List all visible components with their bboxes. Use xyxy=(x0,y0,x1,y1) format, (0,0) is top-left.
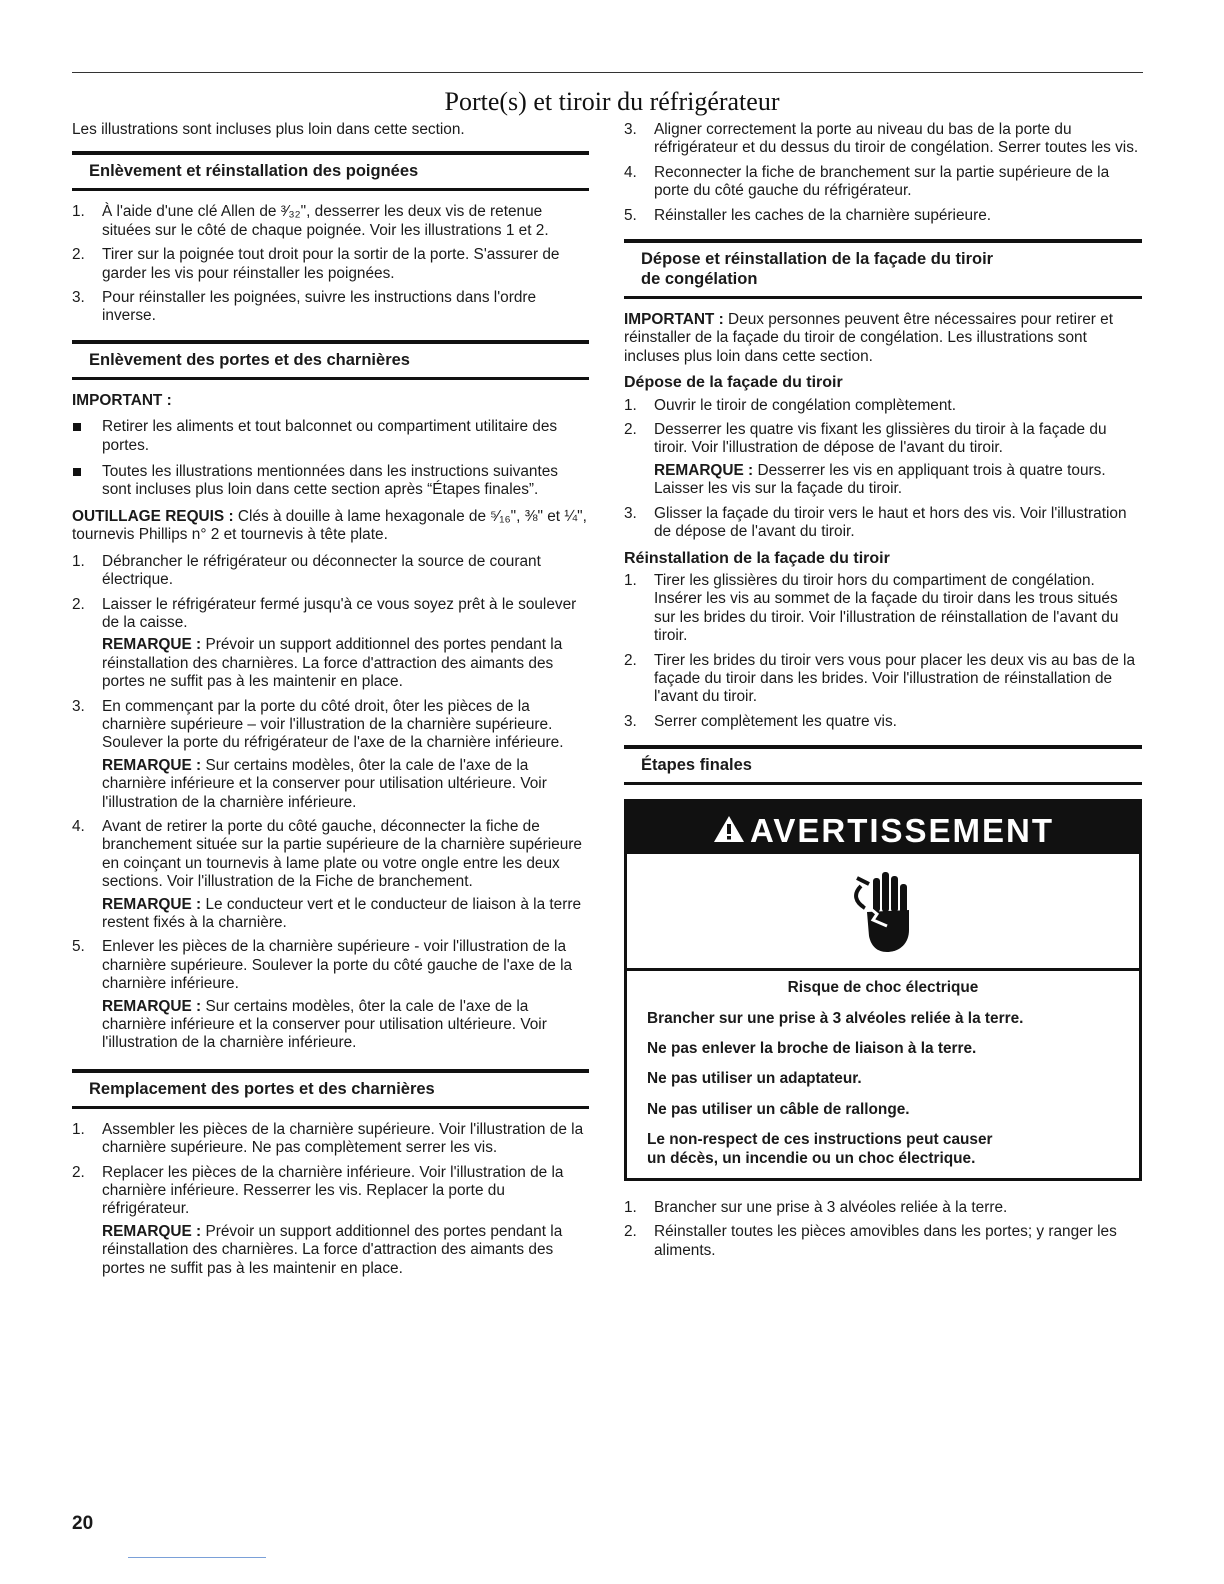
removal-heading: Enlèvement des portes et des charnières xyxy=(72,340,589,380)
list-item: 3. Serrer complètement les quatre vis. xyxy=(624,712,897,730)
page-title: Porte(s) et tiroir du réfrigérateur xyxy=(444,87,780,116)
page-number: 20 xyxy=(72,1513,94,1534)
drawer-reinstall-subheading: Réinstallation de la façade du tiroir xyxy=(624,549,890,567)
warning-line: Brancher sur une prise à 3 alvéoles reliée à la terre. xyxy=(647,1009,1024,1027)
top-rule xyxy=(72,72,1143,73)
list-item: 1. Ouvrir le tiroir de congélation complètement. xyxy=(624,396,956,414)
bullet-square-icon xyxy=(73,468,81,476)
replacement-steps-right xyxy=(624,121,1142,225)
warning-line: Ne pas utiliser un adaptateur. xyxy=(647,1070,862,1088)
right-column xyxy=(624,121,1142,1266)
list-item: 2. Réinstaller toutes les pièces amovibles dans les portes; y ranger les aliments. xyxy=(624,1223,1117,1259)
list-item: 1. Brancher sur une prise à 3 alvéoles reliée à la terre. xyxy=(624,1199,1008,1216)
drawer-reinstall-steps xyxy=(624,572,1142,731)
final-steps xyxy=(624,1199,1142,1260)
warning-risk: Risque de choc électrique xyxy=(787,979,979,997)
list-item: 1. Tirer les glissières du tiroir hors du compartiment de congélation. Insérer les vis au sommet de la façade du tiroir dans les trous situés sur les brides du tiroir. Voir l'illustration de réinstallation de l'avant du tiroir. xyxy=(624,571,1119,645)
note: REMARQUE : Prévoir un support additionnel des portes pendant la réinstallation des charnières. La force d'attraction des aimants des portes ne suffit pas à les maintenir en place. xyxy=(102,636,563,691)
list-item: 1. Débrancher le réfrigérateur ou déconnecter la source de courant électrique. xyxy=(72,552,541,589)
note: REMARQUE : Sur certains modèles, ôter la cale de l'axe de la charnière inférieure et la conserver pour utilisation ultérieure. Voir l'illustration de la charnière inférieure. xyxy=(102,756,547,811)
drawer-removal-steps xyxy=(624,397,1142,542)
replacement-steps-left xyxy=(72,1121,589,1278)
intro-text: Les illustrations sont incluses plus loin dans cette section. xyxy=(72,121,465,138)
warning-line: Ne pas enlever la broche de liaison à la terre. xyxy=(647,1039,977,1057)
bottom-link-line xyxy=(128,1557,266,1558)
list-item: 2. Laisser le réfrigérateur fermé jusqu'à ce vous soyez prêt à le soulever de la caisse. REMARQUE : Prévoir un support additionnel des portes pendant la réinstallation des charnières. La force d'attraction des aimants des portes ne suffit pas à les maintenir en place. xyxy=(72,596,589,692)
list-item: 2. Replacer les pièces de la charnière inférieure. Voir l'illustration de la charnière inférieure. Resserrer les vis. Replacer la porte du réfrigérateur. REMARQUE : Prévoir un support additionnel des portes pendant la réinstallation des charnières. La force d'attraction des aimants des portes ne suffit pas à les maintenir en place. xyxy=(72,1164,589,1278)
warning-header: AVERTISSEMENT xyxy=(627,802,1139,854)
list-item: 2. Tirer les brides du tiroir vers vous pour placer les deux vis au bas de la façade du tiroir dans les brides. Voir l'illustration de réinstallation de l'avant du tiroir. xyxy=(624,651,1136,706)
list-item: 2. Tirer sur la poignée tout droit pour la sortir de la porte. S'assurer de garder les vis pour réinstaller les poignées. xyxy=(72,246,560,282)
handles-steps xyxy=(72,203,589,325)
removal-important-label: IMPORTANT : xyxy=(72,391,172,409)
drawer-important: IMPORTANT : Deux personnes peuvent être nécessaires pour retirer et réinstaller de la façade du tiroir de congélation. Les illustrations sont incluses plus loin dans cette section. xyxy=(624,311,1114,365)
removal-bullets xyxy=(72,418,589,500)
list-item: 1. À l'aide d'une clé Allen de ³⁄₃₂", desserrer les deux vis de retenue situées sur le côté de chaque poignée. Voir les illustrations 1 et 2. xyxy=(72,203,549,239)
warning-triangle-icon xyxy=(712,814,746,844)
final-steps-heading: Étapes finales xyxy=(624,745,1142,785)
note: REMARQUE : Prévoir un support additionnel des portes pendant la réinstallation des charnières. La force d'attraction des aimants des portes ne suffit pas à les maintenir en place. xyxy=(102,1222,563,1277)
list-item: 4. Reconnecter la fiche de branchement sur la partie supérieure de la porte du côté gauche du réfrigérateur. xyxy=(624,163,1110,200)
list-item: 3. Aligner correctement la porte au niveau du bas de la porte du réfrigérateur et du dessus du tiroir de congélation. Serrer toutes les vis. xyxy=(624,121,1139,157)
warning-box xyxy=(624,799,1142,1181)
replacement-heading: Remplacement des portes et des charnières xyxy=(72,1069,589,1109)
list-item: 3. En commençant par la porte du côté droit, ôter les pièces de la charnière supérieure – voir l'illustration de la charnière supérieure. Soulever la porte du réfrigérateur de l'axe de la charnière inférieure. REMARQUE : Sur certains modèles, ôter la cale de l'axe de la charnière inférieure et la conserver pour utilisation ultérieure. Voir l'illustration de la charnière inférieure. xyxy=(72,698,589,812)
bullet-square-icon xyxy=(73,423,81,431)
list-item: 1. Assembler les pièces de la charnière supérieure. Voir l'illustration de la charnière supérieure. Ne pas complètement serrer les vis. xyxy=(72,1120,584,1157)
warning-consequence: Le non-respect de ces instructions peut causer un décès, un incendie ou un choc électrique. xyxy=(647,1131,993,1167)
list-item: 3. Glisser la façade du tiroir vers le haut et hors des vis. Voir l'illustration de dépose de l'avant du tiroir. xyxy=(624,504,1127,541)
list-item: 3. Pour réinstaller les poignées, suivre les instructions dans l'ordre inverse. xyxy=(72,289,537,325)
list-item: 5. Enlever les pièces de la charnière supérieure - voir l'illustration de la charnière supérieure. Soulever la porte du côté gauche de l'axe de la charnière inférieure. REMARQUE : Sur certains modèles, ôter la cale de l'axe de la charnière inférieure et la conserver pour utilisation ultérieure. Voir l'illustration de la charnière inférieure. xyxy=(72,938,589,1052)
drawer-removal-subheading: Dépose de la façade du tiroir xyxy=(624,374,843,392)
handles-heading: Enlèvement et réinstallation des poignées xyxy=(72,151,589,191)
list-item: 2. Desserrer les quatre vis fixant les glissières du tiroir à la façade du tiroir. Voir l'illustration de dépose de l'avant du tiroir. REMARQUE : Desserrer les vis en appliquant trois à quatre tours. Laisser les vis sur la façade du tiroir. xyxy=(624,421,1142,499)
removal-steps xyxy=(72,553,589,1053)
note: REMARQUE : Sur certains modèles, ôter la cale de l'axe de la charnière inférieure et la conserver pour utilisation ultérieure. Voir l'illustration de la charnière inférieure. xyxy=(102,997,547,1052)
list-item: 5. Réinstaller les caches de la charnière supérieure. xyxy=(624,206,992,224)
electric-shock-hand-icon xyxy=(851,868,921,958)
note: REMARQUE : Desserrer les vis en appliquant trois à quatre tours. Laisser les vis sur la façade du tiroir. xyxy=(654,461,1106,498)
list-item: Toutes les illustrations mentionnées dans les instructions suivantes sont incluses plus loin dans cette section après “Étapes finales”. xyxy=(72,463,589,500)
list-item: Retirer les aliments et tout balconnet ou compartiment utilitaire des portes. xyxy=(72,418,589,455)
warning-text xyxy=(627,971,1139,1178)
drawer-heading: Dépose et réinstallation de la façade du tiroir de congélation xyxy=(624,239,1142,299)
list-item: 4. Avant de retirer la porte du côté gauche, déconnecter la fiche de branchement située sur la partie supérieure de la charnière supérieure en coinçant un tournevis à lame plate ou votre ongle entre les deux sections. Voir l'illustration de la Fiche de branchement. REMARQUE : Le conducteur vert et le conducteur de liaison à la terre restent fixés à la charnière. xyxy=(72,818,589,932)
left-column xyxy=(72,121,589,1284)
tools-required: OUTILLAGE REQUIS : Clés à douille à lame hexagonale de ⁵⁄₁₆", ⅜" et ¼", tournevis Phillips n° 2 et tournevis à tête plate. xyxy=(72,507,587,544)
warning-line: Ne pas utiliser un câble de rallonge. xyxy=(647,1100,910,1118)
note: REMARQUE : Le conducteur vert et le conducteur de liaison à la terre restent fixés à la charnière. xyxy=(102,895,582,931)
